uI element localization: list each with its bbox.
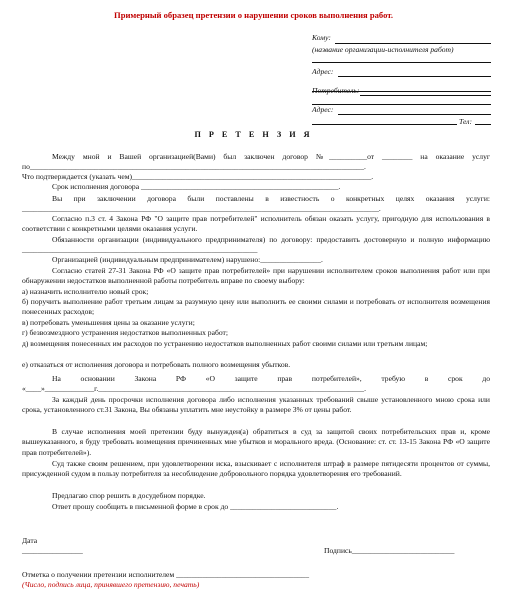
address1-line[interactable]: [338, 76, 491, 77]
body-confirmation: Что подтверждается (указать чем)_______________________________________________________________.: [22, 172, 374, 181]
document-title: Примерный образец претензии о нарушении сроков выполнения работ.: [114, 10, 393, 20]
address2b-line[interactable]: [312, 124, 457, 125]
date-label: Дата: [22, 536, 38, 545]
body-obligations: Обязанности организации (индивидуального предпринимателя) по договору: предоставить достоверную и полную информацию ______________________________________________________________: [22, 235, 490, 255]
body-purpose: Вы при заключении договора были поставлены в известность о конкретных целях оказания услуги: ______________________________________________________________________________________________.: [22, 194, 490, 214]
body-court: В случае исполнения моей претензии буду вынужден(а) обратиться в суд за защитой своих потребительских прав и, кроме вышеуказанного, я буду требовать возмещения причиненных мне убытков и морального вреда. (Основание: ст. ст. 13-15 Закона РФ «О защите прав потребителей»).: [22, 427, 490, 457]
org-line[interactable]: [312, 62, 491, 63]
list-item-b: б) поручить выполнение работ третьим лицам за разумную цену или выполнить ее своими силами и потребовать от исполнителя возмещения понесенных расходов;: [22, 297, 490, 317]
claim-heading: П Р Е Т Е Н З И Я: [194, 130, 313, 139]
to-label: Кому:: [312, 33, 331, 42]
body-contract: Между мной и Вашей организацией(Вами) был заключен договор №__________от ________ на оказание услуг по________________________________________________________________________________________.: [22, 152, 490, 172]
signature-line[interactable]: Подпись___________________________: [324, 546, 455, 555]
list-item-c: в) потребовать уменьшения цены за оказание услуги;: [22, 318, 195, 327]
list-item-a: а) назначить исполнителю новый срок;: [22, 287, 149, 296]
consumer-label: Потребитель:: [312, 86, 360, 95]
body-fine: Суд также своим решением, при удовлетворении иска, взыскивает с исполнителя штраф в размере пятидесяти процентов от суммы, присужденной судом в пользу потребителя за несоблюдение добровольного порядка удовлетворения его требований.: [22, 459, 490, 479]
body-penalty: За каждый день просрочки исполнения договора либо исполнения указанных требований свыше установленного мною срока или срока, установленного ст.31 Закона, Вы обязаны уплатить мне неустойку в размере 3% от цены работ.: [22, 395, 490, 415]
address1-label: Адрес:: [312, 67, 334, 76]
address2-label: Адрес:: [312, 105, 334, 114]
body-violation: Организацией (индивидуальным предпринимателем) нарушено:________________.: [52, 255, 323, 264]
receipt-note: (Число, подпись лица, принявшего претензию, печать): [22, 580, 200, 589]
body-law-art27: Согласно статей 27-31 Закона РФ «О защите прав потребителей» при нарушении исполнителем сроков выполнения работ или при обнаружении недостатков выполненной работы потребитель вправе по своему выбору:: [22, 266, 490, 286]
body-pretrial: Предлагаю спор решить в досудебном порядке.: [52, 491, 206, 500]
phone-label: Тел:: [459, 117, 472, 126]
consumer-b-line[interactable]: [312, 104, 491, 105]
address2-line[interactable]: [338, 114, 491, 115]
to-line[interactable]: [335, 43, 491, 44]
list-item-e: е) отказаться от исполнения договора и потребовать полного возмещения убытков.: [22, 360, 291, 369]
body-deadline: Срок исполнения договора ____________________________________________________.: [52, 182, 341, 191]
date-line[interactable]: ________________: [22, 546, 83, 555]
body-demand: На основании Закона РФ «О защите прав потребителей», требую в срок до «____»_____________г.______________________________________________________________________.: [22, 374, 490, 394]
body-law-art4: Согласно п.3 ст. 4 Закона РФ "О защите прав потребителей" исполнитель обязан оказать услугу, пригодную для использования в соответствии с конкретными целями оказания услуги.: [22, 214, 490, 234]
receipt-mark: Отметка о получении претензии исполнителем ___________________________________: [22, 570, 310, 579]
phone-line[interactable]: [475, 124, 491, 125]
list-item-d1: г) безвозмездного устранения недостатков выполненных работ;: [22, 328, 228, 337]
body-response: Ответ прошу сообщить в письменной форме в срок до ____________________________.: [52, 502, 339, 511]
consumer-line[interactable]: [360, 95, 491, 96]
list-item-d2: д) возмещения понесенных им расходов по устранению недостатков выполненных работ своими силами или третьим лицам;: [22, 339, 428, 348]
org-note: (название организации-исполнителя работ): [312, 45, 454, 54]
